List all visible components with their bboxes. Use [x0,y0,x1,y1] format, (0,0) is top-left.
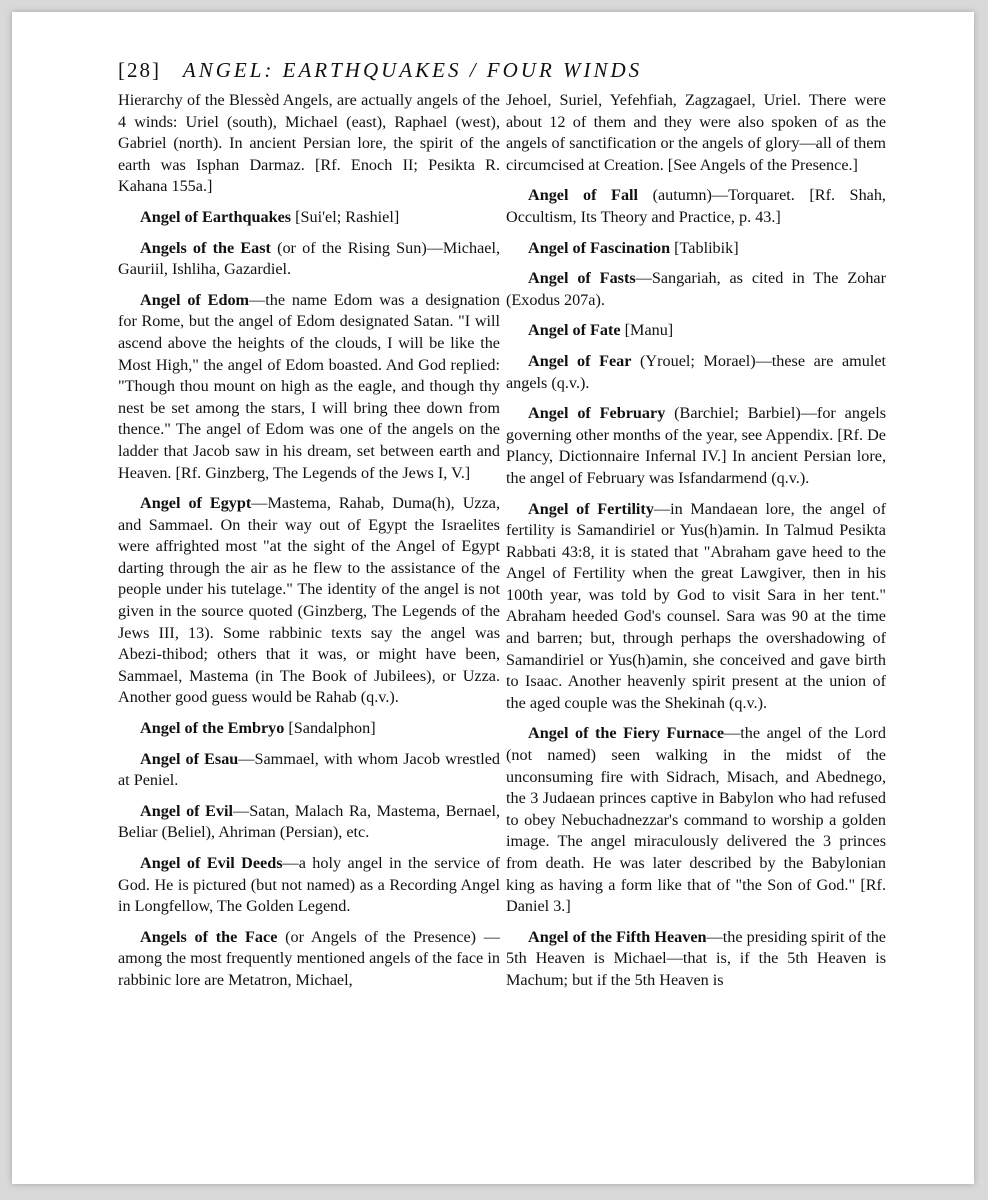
page-number: [28] [118,58,161,82]
entry: Angel of Fate [Manu] [528,321,674,340]
book-page [12,12,974,1184]
entry: Angels of the Face (or Angels of the Presence) —among the most frequently mentioned angels of the face in rabbinic lore are Metatron, Michael, [118,927,500,989]
entry: Angel of Evil Deeds—a holy angel in the service of God. He is pictured (but not named) as a Recording Angel in Longfellow, The Golden Legend. [118,854,500,916]
entry: Angel of Fascination [Tablibik] [528,238,739,257]
entry: Angel of Egypt—Mastema, Rahab, Duma(h), Uzza, and Sammael. On their way out of Egypt the Israelites were affrighted most "at the sight of the Angel of Egypt darting through the air as he flew to the assistance of the people under his tutelage." The identity of the angel is not given in the source quoted (Ginzberg, The Legends of the Jews III, 13). Some rabbinic texts say the angel was Abezi-thibod; others that it was, or might have been, Sammael, Mastema (in The Book of Jubilees), or Uzza. Another good guess would be Rahab (q.v.). [118,494,500,707]
entry: Angel of the Embryo [Sandalphon] [140,719,376,738]
entry: Angel of Fall (autumn)—Torquaret. [Rf. Shah, Occultism, Its Theory and Practice, p. 43.] [506,186,886,226]
entry: Angel of Earthquakes [Sui'el; Rashiel] [140,207,400,226]
entry: Angel of Edom—the name Edom was a designation for Rome, but the angel of Edom designated Satan. "I will ascend above the heights of the clouds, I will be like the Most High," the angel of Edom boasted. And God replied: "Though thou mount on high as the eagle, and though thy nest be set among the stars, I will bring thee down from thence." The angel of Edom was one of the angels on the ladder that Jacob saw in his dream, set between earth and Heaven. [Rf. Ginzberg, The Legends of the Jews I, V.] [118,290,500,482]
entry: Angel of February (Barchiel; Barbiel)—for angels governing other months of the year, see Appendix. [Rf. De Plancy, Dictionnaire Infernal IV.] In ancient Persian lore, the angel of February was Isfandarmend (q.v.). [506,404,887,487]
entry: Angel of Evil—Satan, Malach Ra, Mastema, Bernael, Beliar (Beliel), Ahriman (Persian), etc. [118,801,500,842]
entry: Hierarchy of the Blessèd Angels, are actually angels of the 4 winds: Uriel (south), Michael (east), Raphael (west), Gabriel (north). In ancient Persian lore, the spirit of the earth was Isphan Darmaz. [Rf. Enoch II; Pesikta R. Kahana 155a.] [118,91,500,196]
running-head: ANGEL: EARTHQUAKES / FOUR WINDS [182,58,643,82]
page-header [118,58,878,83]
right-column [506,90,886,1001]
entry: Angel of Fertility—in Mandaean lore, the angel of fertility is Samandiriel or Yus(h)amin. In Talmud Pesikta Rabbati 43:8, it is stated that "Abraham gave heed to the Angel of Fertility when the great Lawgiver, then in his 100th year, was told by God to visit Sara in her tent." Abraham heeded God's counsel. Sara was 90 at the time and barren; but, through perhaps the overshadowing of Samandiriel or Yus(h)amin, she conceived and gave birth to Isaac. Another heavenly spirit present at the union of the aged couple was the Shekinah (q.v.). [506,499,886,712]
entry: Angel of Fear (Yrouel; Morael)—these are amulet angels (q.v.). [506,351,887,392]
entry: Angel of Fasts—Sangariah, as cited in The Zohar (Exodus 207a). [506,269,886,309]
entry: Angel of the Fifth Heaven—the presiding spirit of the 5th Heaven is Michael—that is, if the 5th Heaven is Machum; but if the 5th Heaven is [506,927,886,989]
entry: Angel of the Fiery Furnace—the angel of the Lord (not named) seen walking in the midst of the unconsuming fire with Sidrach, Misach, and Abednego, the 3 Judaean princes captive in Babylon who had refused to obey Nebuchadnezzar's command to worship a golden image. The angel miraculously delivered the 3 princes from death. He was later described by the Babylonian king as having a form like that of "the Son of God." [Rf. Daniel 3.] [506,724,887,916]
entry: Angels of the East (or of the Rising Sun)—Michael, Gauriil, Ishliha, Gazardiel. [118,238,500,279]
entry: Angel of Esau—Sammael, with whom Jacob wrestled at Peniel. [118,749,500,790]
entry: Jehoel, Suriel, Yefehfiah, Zagzagael, Uriel. There were about 12 of them and they were also spoken of as the angels of sanctification or the angels of glory—all of them circumcised at Creation. [See Angels of the Presence.] [506,91,886,174]
left-column [118,90,500,1001]
